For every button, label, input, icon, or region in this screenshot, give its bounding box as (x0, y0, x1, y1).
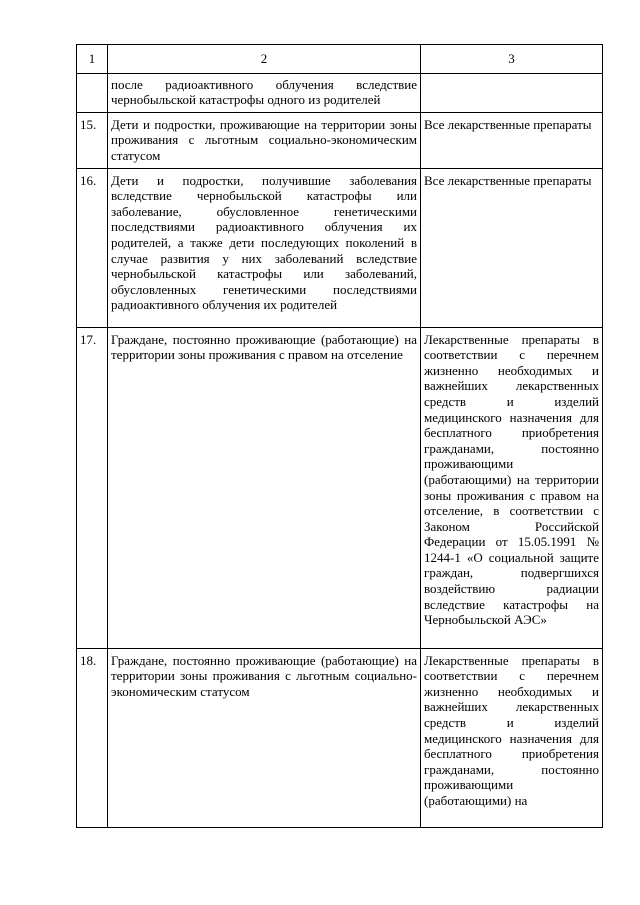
row-drugs: Лекарственные препараты в соответствии с перечнем жизненно необходимых и важнейших лекарственных средств и изделий медицинского назначения для бесплатного приобретения гражданами, постоянно проживающими (работающими) на территории зоны проживания с правом на отселение, в соответствии с Законом Российской Федерации от 15.05.1991 № 1244-1 «О социальной защите граждан, подвергшихся воздействию радиации вследствие катастрофы на Чернобыльской АЭС» (421, 327, 603, 648)
row-drugs: Все лекарственные препараты (421, 112, 603, 168)
row-drugs (421, 73, 603, 112)
row-category: Граждане, постоянно проживающие (работающие) на территории зоны проживания с правом на отселение (108, 327, 421, 648)
row-category: Дети и подростки, получившие заболевания вследствие чернобыльской катастрофы или заболевание, обусловленное генетическими последствиями радиоактивного облучения их родителей, а также дети последующих поколений в случае развития у них заболеваний вследствие чернобыльской катастрофы или заболеваний, обусловленных генетическими последствиями радиоактивного облучения их родителей (108, 168, 421, 327)
row-category: Дети и подростки, проживающие на территории зоны проживания с льготным социально-экономическим статусом (108, 112, 421, 168)
table-row (77, 73, 603, 112)
row-number: 17. (77, 327, 108, 648)
row-drugs: Лекарственные препараты в соответствии с перечнем жизненно необходимых и важнейших лекарственных средств и изделий медицинского назначения для бесплатного приобретения гражданами, постоянно проживающими (работающими) на (421, 648, 603, 827)
row-number: 15. (77, 112, 108, 168)
header-cell-3: 3 (421, 45, 603, 74)
row-number: 18. (77, 648, 108, 827)
table-row (77, 648, 603, 827)
row-drugs: Все лекарственные препараты (421, 168, 603, 327)
row-category: Граждане, постоянно проживающие (работающие) на территории зоны проживания с льготным социально-экономическим статусом (108, 648, 421, 827)
table-row (77, 327, 603, 648)
row-number (77, 73, 108, 112)
benefits-table (76, 44, 603, 828)
row-number: 16. (77, 168, 108, 327)
header-cell-1: 1 (77, 45, 108, 74)
table-row (77, 112, 603, 168)
table-row (77, 168, 603, 327)
table-header-row (77, 45, 603, 74)
header-cell-2: 2 (108, 45, 421, 74)
row-category: после радиоактивного облучения вследствие чернобыльской катастрофы одного из родителей (108, 73, 421, 112)
